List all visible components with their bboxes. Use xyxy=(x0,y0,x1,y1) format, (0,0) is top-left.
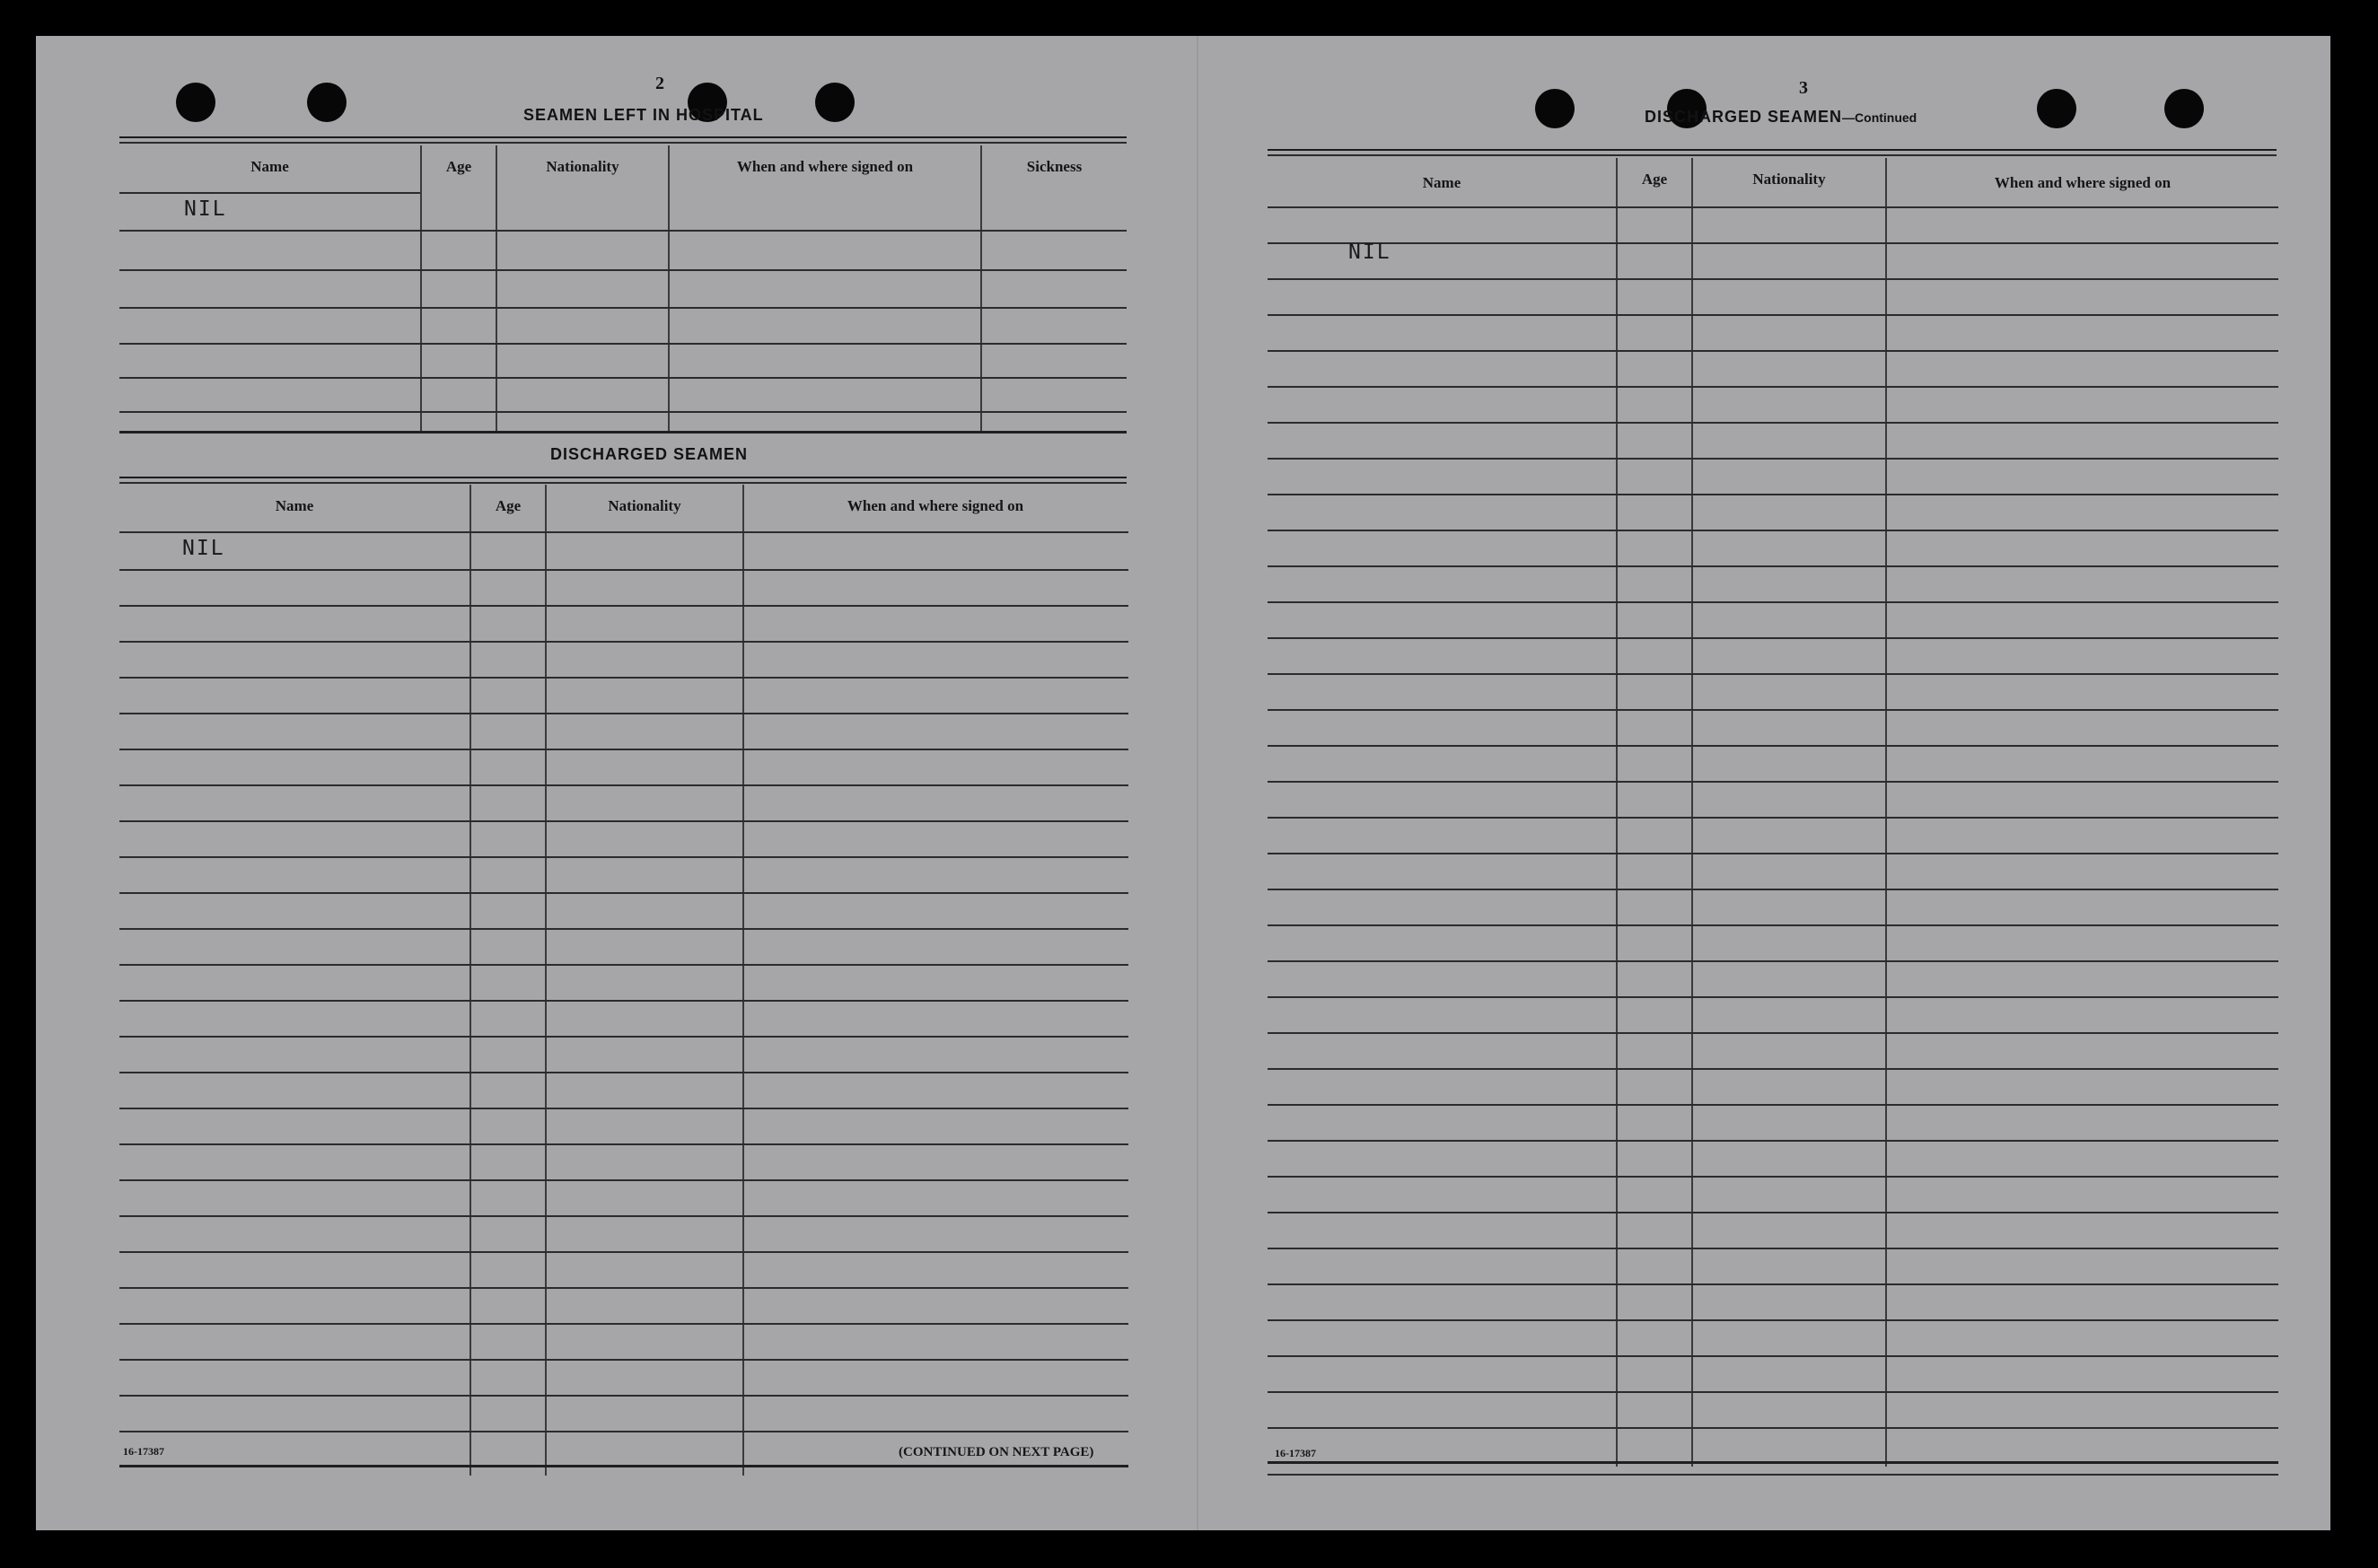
row-line xyxy=(1268,853,2278,854)
punch-hole xyxy=(176,83,215,122)
hospital-section-title: SEAMEN LEFT IN HOSPITAL xyxy=(523,106,764,124)
punch-hole xyxy=(2164,89,2204,128)
row-line xyxy=(1268,709,2278,711)
row-line xyxy=(1268,1140,2278,1142)
row-line xyxy=(1268,745,2278,747)
row-line xyxy=(119,569,1128,571)
row-line xyxy=(1268,1283,2278,1285)
row-line xyxy=(119,230,1127,232)
section-rule xyxy=(1268,149,2277,156)
row-line xyxy=(119,1287,1128,1289)
typed-entry: NIL xyxy=(184,197,227,221)
column-header: Nationality xyxy=(1752,171,1826,188)
page-number: 3 xyxy=(1799,78,1808,98)
column-divider xyxy=(469,485,471,1476)
row-line xyxy=(119,820,1128,822)
row-line xyxy=(119,1000,1128,1002)
page-number: 2 xyxy=(655,74,664,93)
punch-hole xyxy=(307,83,347,122)
row-line xyxy=(1268,1068,2278,1070)
row-line xyxy=(119,1465,1128,1467)
column-divider xyxy=(545,485,547,1476)
row-line xyxy=(119,1215,1128,1217)
row-line xyxy=(119,307,1127,309)
row-line xyxy=(119,431,1127,434)
form-number: 16-17387 xyxy=(123,1445,164,1458)
page-fold xyxy=(1197,36,1198,1530)
row-line xyxy=(1268,1427,2278,1429)
row-line xyxy=(1268,601,2278,603)
row-line xyxy=(119,1323,1128,1325)
row-line xyxy=(119,1179,1128,1181)
row-line xyxy=(1268,350,2278,352)
row-line xyxy=(119,1036,1128,1038)
column-header: Name xyxy=(250,158,289,175)
row-line xyxy=(119,1395,1128,1397)
row-line xyxy=(119,641,1128,643)
hospital-table xyxy=(119,145,1127,433)
discharged-continued-table xyxy=(1268,158,2278,1479)
row-line xyxy=(119,411,1127,413)
row-line xyxy=(1268,1176,2278,1178)
row-line xyxy=(119,343,1127,345)
column-header: Name xyxy=(275,497,314,514)
row-line xyxy=(1268,1248,2278,1249)
form-number: 16-17387 xyxy=(1275,1447,1316,1459)
row-line xyxy=(1268,1319,2278,1321)
punch-hole xyxy=(2037,89,2076,128)
section-rule xyxy=(119,136,1127,144)
header-underline xyxy=(1268,206,2278,208)
column-header: Age xyxy=(445,158,472,175)
scanned-manifest-sheet xyxy=(36,36,2330,1530)
row-line xyxy=(1268,637,2278,639)
header-underline xyxy=(119,531,1128,533)
row-line xyxy=(1268,889,2278,890)
row-line xyxy=(1268,781,2278,783)
column-divider xyxy=(742,485,744,1476)
row-line xyxy=(119,269,1127,271)
row-line xyxy=(119,749,1128,750)
row-line xyxy=(119,1143,1128,1145)
row-line xyxy=(1268,817,2278,819)
row-line xyxy=(1268,1461,2278,1464)
row-line xyxy=(119,1431,1128,1432)
row-line xyxy=(119,1251,1128,1253)
row-line xyxy=(1268,1391,2278,1393)
column-header: When and where signed on xyxy=(1994,174,2172,191)
row-line xyxy=(119,1359,1128,1361)
column-header: Sickness xyxy=(1026,158,1083,175)
row-line xyxy=(119,1108,1128,1109)
row-line xyxy=(1268,314,2278,316)
column-divider xyxy=(496,145,497,431)
row-line xyxy=(1268,386,2278,388)
title-text: DISCHARGED SEAMEN xyxy=(1645,108,1843,126)
column-divider xyxy=(420,145,422,431)
row-line xyxy=(119,677,1128,679)
title-suffix: —Continued xyxy=(1842,110,1917,125)
column-header: Nationality xyxy=(546,158,619,175)
row-line xyxy=(119,784,1128,786)
column-header: When and where signed on xyxy=(736,158,914,175)
typed-entry: NIL xyxy=(182,537,225,560)
row-line xyxy=(1268,278,2278,280)
header-underline xyxy=(119,192,420,194)
row-line xyxy=(1268,565,2278,567)
discharged-section-title: DISCHARGED SEAMEN xyxy=(550,445,749,463)
row-line xyxy=(119,605,1128,607)
column-header: Age xyxy=(1641,171,1668,188)
row-line xyxy=(119,892,1128,894)
typed-entry: NIL xyxy=(1348,241,1391,264)
row-line xyxy=(119,713,1128,714)
row-line xyxy=(1268,494,2278,495)
section-rule xyxy=(119,477,1127,484)
column-divider xyxy=(1691,158,1693,1467)
column-divider xyxy=(1885,158,1887,1467)
row-line xyxy=(119,377,1127,379)
column-divider xyxy=(1616,158,1618,1467)
row-line xyxy=(119,964,1128,966)
punch-hole xyxy=(1535,89,1575,128)
column-divider xyxy=(980,145,982,431)
discharged-continued-title xyxy=(1645,108,1917,127)
row-line xyxy=(1268,673,2278,675)
row-line xyxy=(119,856,1128,858)
row-line xyxy=(119,1072,1128,1073)
discharged-table xyxy=(119,485,1128,1477)
column-header: When and where signed on xyxy=(847,497,1024,514)
row-line xyxy=(1268,1355,2278,1357)
row-line xyxy=(1268,1104,2278,1106)
row-line xyxy=(1268,422,2278,424)
row-line xyxy=(1268,1212,2278,1213)
row-line xyxy=(1268,960,2278,962)
continued-note: (CONTINUED ON NEXT PAGE) xyxy=(899,1445,1094,1459)
row-line xyxy=(1268,924,2278,926)
row-line xyxy=(1268,530,2278,531)
row-line xyxy=(119,928,1128,930)
row-line xyxy=(1268,1032,2278,1034)
row-line xyxy=(1268,996,2278,998)
row-line xyxy=(1268,1474,2278,1476)
row-line xyxy=(1268,242,2278,244)
row-line xyxy=(1268,458,2278,460)
column-header: Age xyxy=(495,497,522,514)
column-divider xyxy=(668,145,670,431)
punch-hole xyxy=(815,83,855,122)
column-header: Name xyxy=(1422,174,1461,191)
column-header: Nationality xyxy=(608,497,681,514)
